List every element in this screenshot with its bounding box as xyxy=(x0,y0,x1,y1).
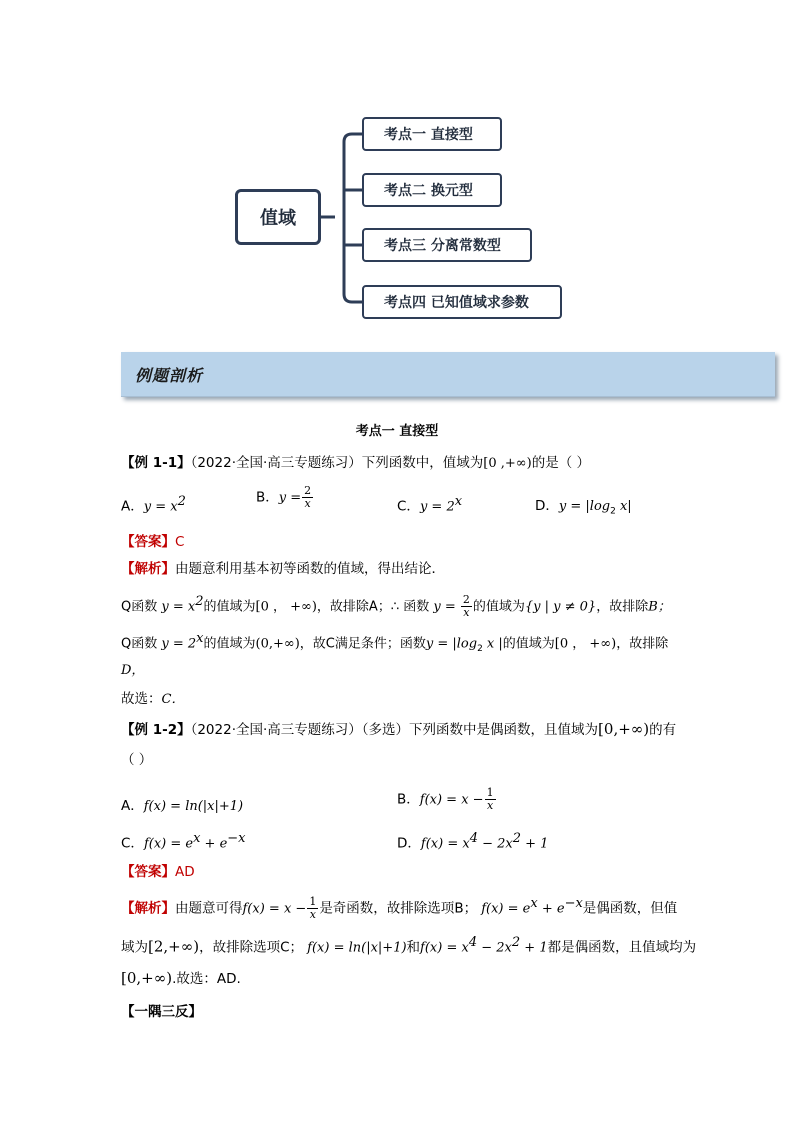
mindmap-root: 值域 xyxy=(235,189,321,245)
footer-tag: 【一隅三反】 xyxy=(121,1004,202,1020)
ex1-interval: [0 ,+∞) xyxy=(483,456,532,471)
ex1-analysis xyxy=(121,557,445,577)
analysis-text: 由题意利用基本初等函数的值域，得出结论． xyxy=(175,561,445,577)
ex1-reasoning-line-1: Q函数 $y = x^2$的值域为[0 ， +∞)，故排除A；∴ 函数 y = $\frac{2}{x}$ 的值域为{y | y ≠ 0}，故排除B； xyxy=(121,593,671,620)
banner-title: 例题剖析 xyxy=(135,366,204,385)
ex1-reasoning-line-3: D， xyxy=(121,663,145,678)
ex1-option-b: B．y = $\frac{2}{x}$ xyxy=(256,484,312,510)
mindmap-node-2: 考点二 换元型 xyxy=(362,173,502,207)
ex1-reasoning-line-2: Q函数 $y = 2^x$的值域为(0,+∞)，故C满足条件；函数$y = |\log_2$ x |的值域为[0 ， +∞)，故排除 xyxy=(121,631,669,654)
answer-label: 【答案】 xyxy=(121,534,175,550)
option-math: y = |log xyxy=(558,499,611,514)
option-label: D． xyxy=(535,498,559,514)
option-label: B． xyxy=(256,489,279,506)
ex2-option-c: C．$f(x) = e^x + e^{-x}$ xyxy=(121,831,246,852)
ex1-option-a: A．$y = x^2$ xyxy=(121,494,186,515)
ex1-answer xyxy=(121,530,184,550)
mindmap-node-1: 考点一 直接型 xyxy=(362,117,502,151)
ex2-interval: [0,+∞) xyxy=(598,720,650,738)
ex2-answer: 【答案】AD xyxy=(121,864,195,880)
analysis-label: 【解析】 xyxy=(121,561,175,577)
option-label: A． xyxy=(121,498,144,515)
ex1-tail: 的是（ ） xyxy=(531,455,590,471)
ex2-analysis-line-2: 域为[2,+∞)，故排除选项C； f(x) = ln(|x|+1)和$f(x) = x^4 - 2x^2 + 1$都是偶函数，且值域均为 xyxy=(121,935,697,956)
ex1-tag: 【例 1-1】 xyxy=(121,455,191,471)
ex1-option-d: D．$y = |\log_2$ x| xyxy=(535,498,632,517)
ex1-option-c: C．$y = 2^x$ xyxy=(397,494,463,515)
ex2-analysis-line-3: [0,+∞).故选：AD. xyxy=(121,969,241,987)
ex2-tail: 的有 xyxy=(649,722,677,738)
ex2-option-d: D．$f(x) = x^4 - 2x^2 + 1$ xyxy=(397,831,549,852)
option-math: y = 2 xyxy=(419,499,455,515)
section-title: 考点一 直接型 xyxy=(355,424,439,439)
ex2-analysis-line-1: 【解析】由题意可得f(x) = x − $\frac{1}{x}$ 是奇函数，故排除选项B； $f(x) = e^x + e^{-x}$是偶函数，但值 xyxy=(121,895,678,921)
ex1-text: （2022·全国·高三专题练习）下列函数中，值域为 xyxy=(190,455,484,471)
mindmap-node-4: 考点四 已知值域求参数 xyxy=(362,285,562,319)
ex2-paren: （ ） xyxy=(121,752,153,768)
answer-value: C xyxy=(175,534,185,550)
ex2-text: （2022·全国·高三专题练习）（多选）下列函数中是偶函数，且值域为 xyxy=(190,722,599,738)
mindmap-node-3: 考点三 分离常数型 xyxy=(362,228,532,262)
ex2-option-b: B．f(x) = x − $\frac{1}{x}$ xyxy=(397,786,494,812)
option-math: y = x xyxy=(143,499,178,515)
ex2-question xyxy=(121,718,676,738)
ex1-question xyxy=(121,451,590,471)
section-banner xyxy=(121,352,775,397)
ex1-conclusion: 故选：C． xyxy=(121,691,185,707)
ex2-tag: 【例 1-2】 xyxy=(121,722,191,738)
option-label: C． xyxy=(397,498,420,515)
ex2-option-a: A．f(x) = ln(|x|+1) xyxy=(121,798,244,814)
option-math: y = xyxy=(278,490,302,506)
